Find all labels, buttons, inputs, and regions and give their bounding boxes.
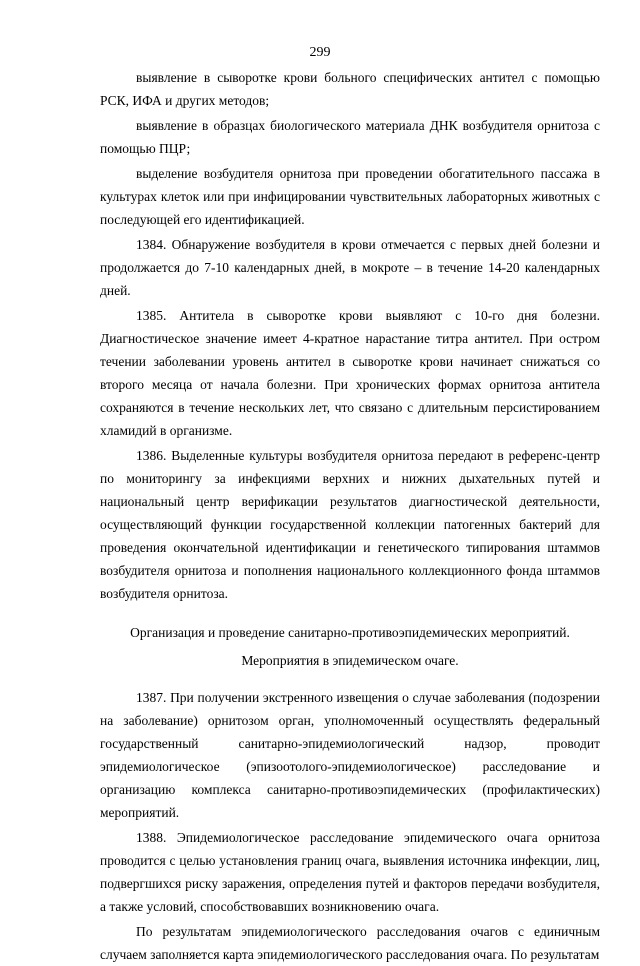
list-item-culture: выделение возбудителя орнитоза при проведении обогатительного пассажа в культурах клеток или при инфицировании чувствительных лабораторных животных с последующей его идентификацией. (100, 166, 600, 227)
paragraph-1387: 1387. При получении экстренного извещения о случае заболевания (подозрении на заболевание) орнитозом орган, уполномоченный осуществлять федеральный государственный санитарно-эпидемиологический надзор, проводит эпидемиологическое (эпизоотолого-эпидемиологическое) расследование и организацию комплекса санитарно-противоэпидемических (профилактических) мероприятий. (100, 690, 600, 820)
paragraph-1385: 1385. Антитела в сыворотке крови выявляют с 10-го дня болезни. Диагностическое значение имеет 4-кратное нарастание титра антител. При остром течении заболевании уровень антител в сыворотке крови начинает снижаться со второго месяца от начала болезни. При хронических формах орнитоза антитела сохраняются в течение нескольких лет, что связано с длительным персистированием хламидий в организме. (100, 308, 600, 438)
document-body (100, 66, 600, 966)
section-heading: Организация и проведение санитарно-противоэпидемических мероприятий. (130, 625, 570, 640)
list-item-serology: выявление в сыворотке крови больного специфических антител с помощью РСК, ИФА и других методов; (100, 70, 600, 108)
subsection-heading: Мероприятия в эпидемическом очаге. (241, 653, 459, 668)
paragraph-investigation-results: По результатам эпидемиологического расследования очагов с единичным случаем заполняется карта эпидемиологического расследования очага. По результатам (100, 924, 600, 962)
paragraph-1384: 1384. Обнаружение возбудителя в крови отмечается с первых дней болезни и продолжается до 7-10 календарных дней, в мокроте – в течение 14-20 календарных дней. (100, 237, 600, 298)
page-number: 299 (309, 45, 331, 60)
paragraph-1388: 1388. Эпидемиологическое расследование эпидемического очага орнитоза проводится с целью установления границ очага, выявления источника инфекции, лиц, подвергшихся риску заражения, определения путей и факторов передачи возбудителя, а также условий, способствовавших возникновению очага. (100, 830, 600, 914)
paragraph-1386: 1386. Выделенные культуры возбудителя орнитоза передают в референс-центр по мониторингу за инфекциями верхних и нижних дыхательных путей и национальный центр верификации результатов диагностической деятельности, осуществляющий функции государственной коллекции патогенных бактерий для проведения окончательной идентификации и генетического типирования штаммов возбудителя орнитоза и пополнения национального коллекционного фонда штаммов возбудителя орнитоза. (100, 448, 600, 601)
list-item-pcr: выявление в образцах биологического материала ДНК возбудителя орнитоза с помощью ПЦР; (100, 118, 600, 156)
